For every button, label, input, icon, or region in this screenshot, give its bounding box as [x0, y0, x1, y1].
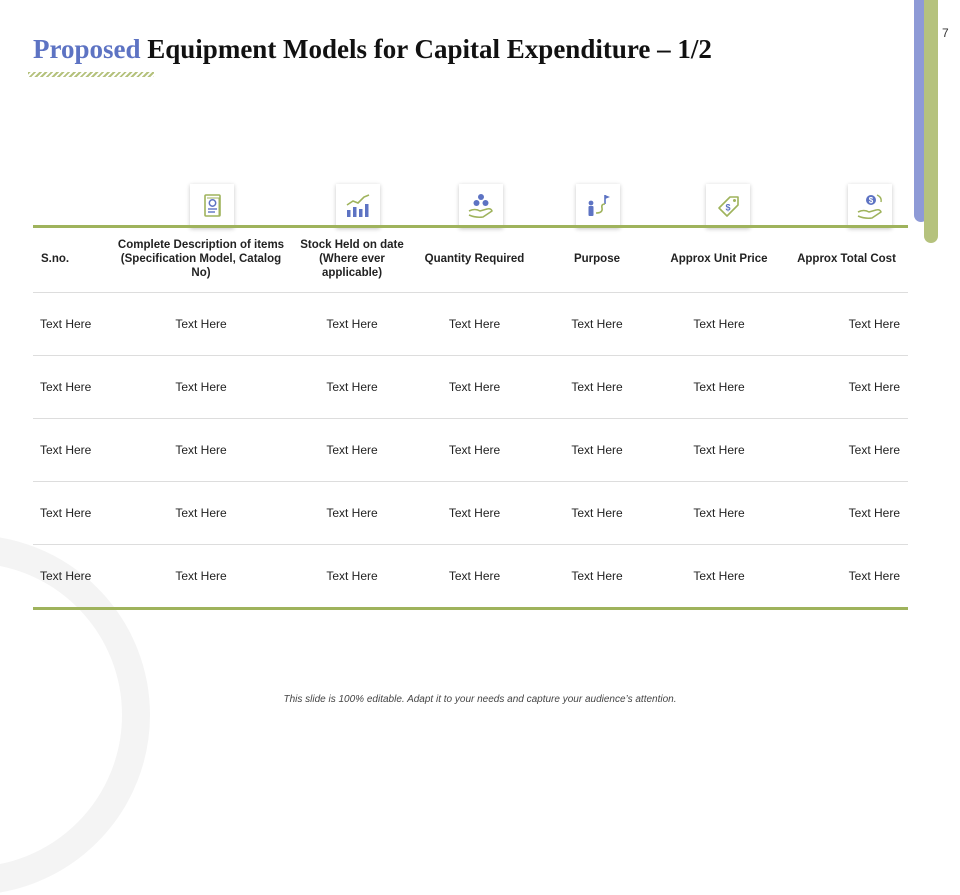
- cell-quantity: Text Here: [408, 356, 541, 419]
- table-header-row: [33, 227, 908, 293]
- header-sno: S.no.: [33, 227, 106, 293]
- cell-sno: Text Here: [33, 293, 106, 356]
- cell-quantity: Text Here: [408, 293, 541, 356]
- cell-description: Text Here: [106, 356, 296, 419]
- cell-unit-price: Text Here: [653, 293, 785, 356]
- person-goal-icon: [576, 184, 620, 228]
- table-row: [33, 293, 908, 356]
- decor-bar-green: [924, 0, 938, 243]
- cell-total-cost: Text Here: [785, 482, 908, 545]
- cell-purpose: Text Here: [541, 482, 653, 545]
- title-underline: [28, 72, 154, 77]
- page-number: 7: [942, 26, 949, 40]
- cell-purpose: Text Here: [541, 419, 653, 482]
- document-icon: [190, 184, 234, 228]
- cell-stock-held: Text Here: [296, 419, 408, 482]
- cell-quantity: Text Here: [408, 482, 541, 545]
- cell-sno: Text Here: [33, 545, 106, 609]
- cell-description: Text Here: [106, 293, 296, 356]
- cell-stock-held: Text Here: [296, 482, 408, 545]
- svg-text:$: $: [868, 196, 874, 205]
- cell-description: Text Here: [106, 482, 296, 545]
- cell-stock-held: Text Here: [296, 545, 408, 609]
- cell-unit-price: Text Here: [653, 482, 785, 545]
- cell-quantity: Text Here: [408, 419, 541, 482]
- header-unit-price: Approx Unit Price: [653, 227, 785, 293]
- hand-coins-icon: [459, 184, 503, 228]
- cell-sno: Text Here: [33, 482, 106, 545]
- table-row: [33, 482, 908, 545]
- cell-stock-held: Text Here: [296, 293, 408, 356]
- cell-total-cost: Text Here: [785, 419, 908, 482]
- cell-description: Text Here: [106, 419, 296, 482]
- price-tag-icon: [706, 184, 750, 228]
- header-description: Complete Description of items (Specification Model, Catalog No): [106, 227, 296, 293]
- header-purpose: Purpose: [541, 227, 653, 293]
- cell-quantity: Text Here: [408, 545, 541, 609]
- cell-description: Text Here: [106, 545, 296, 609]
- title-accent: Proposed: [33, 34, 141, 64]
- title-rest: Equipment Models for Capital Expenditure – 1/2: [147, 34, 712, 64]
- cell-unit-price: Text Here: [653, 419, 785, 482]
- footer-note: This slide is 100% editable. Adapt it to your needs and capture your audience’s attention.: [283, 694, 677, 705]
- cell-sno: Text Here: [33, 419, 106, 482]
- header-total-cost: Approx Total Cost: [785, 227, 908, 293]
- cell-stock-held: Text Here: [296, 356, 408, 419]
- table-row: [33, 545, 908, 609]
- header-quantity: Quantity Required: [408, 227, 541, 293]
- cell-unit-price: Text Here: [653, 356, 785, 419]
- svg-text:$: $: [725, 202, 731, 213]
- table-row: [33, 419, 908, 482]
- cell-purpose: Text Here: [541, 545, 653, 609]
- equipment-table: [33, 225, 908, 610]
- cell-unit-price: Text Here: [653, 545, 785, 609]
- cell-purpose: Text Here: [541, 356, 653, 419]
- cell-sno: Text Here: [33, 356, 106, 419]
- header-stock-held: Stock Held on date (Where ever applicable): [296, 227, 408, 293]
- bar-chart-icon: [336, 184, 380, 228]
- cell-total-cost: Text Here: [785, 293, 908, 356]
- cell-purpose: Text Here: [541, 293, 653, 356]
- cell-total-cost: Text Here: [785, 356, 908, 419]
- table-row: [33, 356, 908, 419]
- page-title: [33, 34, 712, 65]
- cell-total-cost: Text Here: [785, 545, 908, 609]
- hand-dollar-icon: [848, 184, 892, 228]
